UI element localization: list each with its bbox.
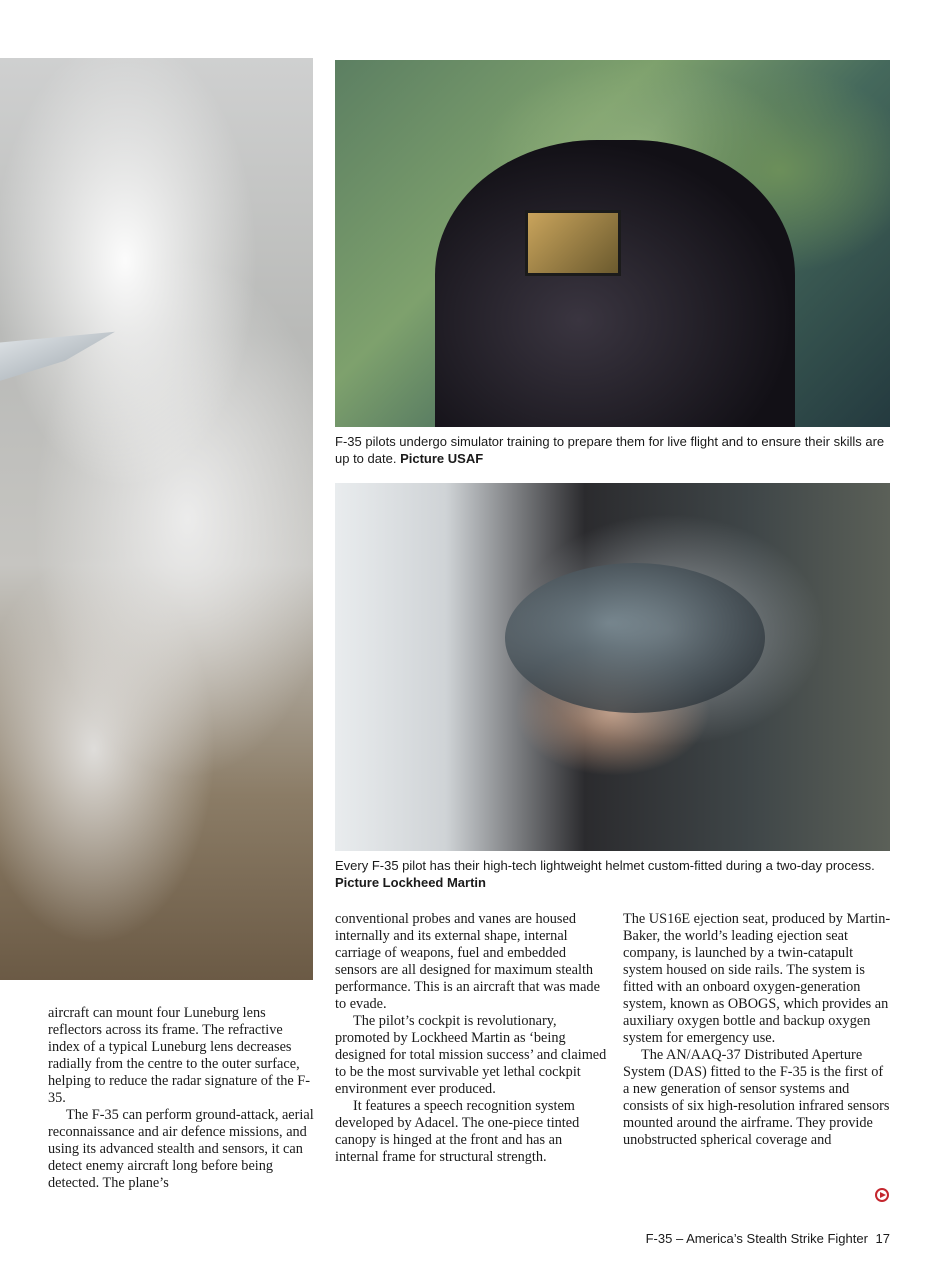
continue-arrow-icon (875, 1188, 889, 1202)
article-paragraph: conventional probes and vanes are housed internally and its external shape, internal carriage of weapons, fuel and embedded sensors are all designed for maximum stealth performance. This is an aircraft that was made to evade. (335, 911, 600, 1012)
simulator-photo (335, 60, 890, 427)
page-footer (646, 1231, 890, 1246)
article-column-2 (335, 911, 607, 1166)
helmet-visor (505, 563, 765, 713)
article-paragraph: The F-35 can perform ground-attack, aerial reconnaissance and air defence missions, and using its advanced stealth and sensors, it can detect enemy aircraft long before being detected. The plane’s (48, 1107, 314, 1191)
article-paragraph: It features a speech recognition system developed by Adacel. The one-piece tinted canopy is hinged at the front and has an internal frame for structural strength. (335, 1098, 580, 1165)
helmet-caption-text: Every F-35 pilot has their high-tech lightweight helmet custom-fitted during a two-day process. (335, 858, 875, 873)
article-paragraph: The pilot’s cockpit is revolutionary, promoted by Lockheed Martin as ‘being designed for total mission success’ and claimed to be the most survivable yet lethal cockpit environment ever produced. (335, 1013, 607, 1097)
simulator-caption-credit: Picture USAF (400, 451, 484, 466)
page-number: 17 (875, 1231, 890, 1246)
aircraft-in-clouds-photo (0, 58, 313, 980)
helmet-caption (335, 857, 895, 891)
simulator-caption (335, 433, 895, 467)
simulator-caption-text: F-35 pilots undergo simulator training to prepare them for live flight and to ensure their skills are up to date. (335, 434, 885, 466)
article-paragraph: aircraft can mount four Luneburg lens reflectors across its frame. The refractive index of a typical Luneburg lens decreases radially from the centre to the outer surface, helping to reduce the radar signature of the F-35. (48, 1005, 311, 1106)
aircraft-nose (0, 326, 115, 384)
helmet-caption-credit: Picture Lockheed Martin (335, 875, 486, 890)
publication-title: F-35 – America’s Stealth Strike Fighter (645, 1231, 868, 1246)
article-paragraph: The AN/AAQ-37 Distributed Aperture System (DAS) fitted to the F-35 is the first of a new generation of sensor systems and consists of six high-resolution infrared sensors mounted around the airframe. They provide unobstructed spherical coverage and (623, 1047, 890, 1148)
article-column-3 (623, 911, 893, 1149)
helmet-photo (335, 483, 890, 851)
cockpit-shape (435, 140, 795, 427)
cockpit-display (525, 210, 621, 276)
article-paragraph: The US16E ejection seat, produced by Martin-Baker, the world’s leading ejection seat company, is launched by a twin-catapult system housed on side rails. The system is fitted with an onboard oxygen-generation system, known as OBOGS, which provides an auxiliary oxygen bottle and backup oxygen system for emergency use. (623, 911, 891, 1046)
article-column-1 (48, 1005, 318, 1192)
